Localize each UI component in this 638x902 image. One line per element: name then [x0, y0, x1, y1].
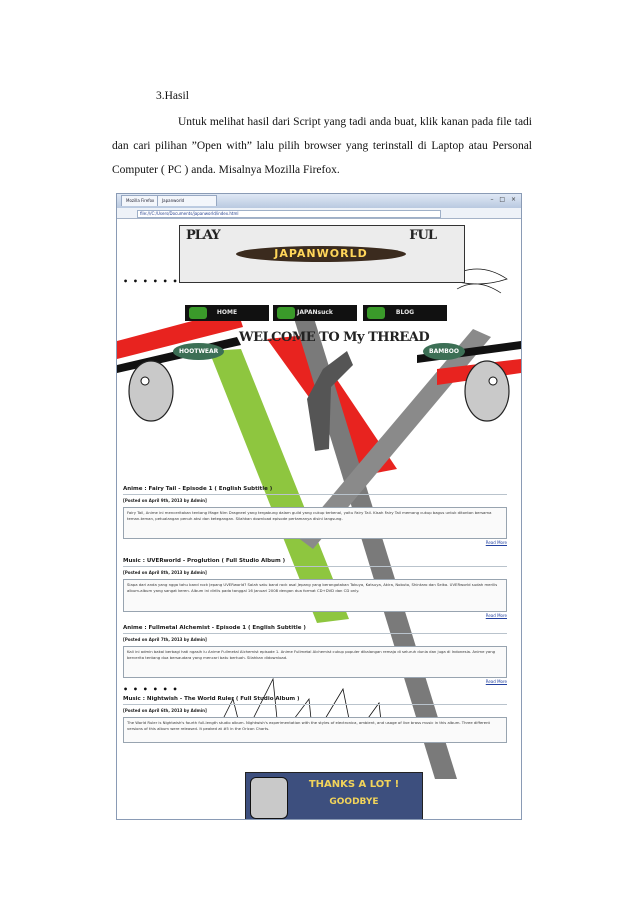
browser-screenshot	[116, 193, 522, 820]
nav-blog-label: BLOG	[395, 309, 415, 316]
read-more-link[interactable]: Read More	[485, 540, 507, 545]
post-meta: [Posted on April 7th, 2013 by Admin]	[123, 637, 207, 642]
decorative-dots: • • • • • •	[123, 685, 179, 694]
site-title: JAPANWORLD	[236, 246, 406, 262]
post-meta: [Posted on April 8th, 2013 by Admin]	[123, 570, 207, 575]
post-body: Siapa dari anda yang ngga tahu band rock Jepang UVERworld? Salah satu band rock asal Jepang yang berangotakan Takuya, Katsuya, Akira, Nobuto, Shintaro dan Seika. UVERworld sudah merilis album-album yang sangat keren. Album ini dirilis pada tanggal 16 Januari 2008 dengan dua format CD+DVD dan CD only.	[123, 579, 507, 612]
thanks-text: THANKS A LOT !	[308, 779, 400, 790]
nav-home-icon	[189, 307, 207, 319]
nav-home-button[interactable]	[185, 305, 269, 321]
post-title[interactable]: Anime : Fairy Tail - Episode 1 ( English Subtitle )	[123, 484, 507, 495]
browser-tab-active[interactable]: Japanworld	[157, 195, 217, 206]
post-body: Kali ini admin bakal berbagi hati ngasih lu Anime Fullmetal Alchemist episode 1. Anime Fullmetal Alchemist cukup populer dikalangan remaja di seluruh dunia dan juga di Indonesia. Anime yang bercerita tentang dua bersaudara yang mencari batu bertuah. Silahkan didownload.	[123, 646, 507, 678]
browser-tab[interactable]: Mozilla Firefox	[121, 195, 161, 206]
nav-japan-label: JAPANsuck	[297, 309, 333, 316]
post-item	[123, 623, 507, 686]
browser-tab-bar	[117, 194, 521, 209]
post-title[interactable]: Anime : Fullmetal Alchemist - Episode 1 ( English Subtitle )	[123, 623, 507, 634]
read-more-link[interactable]: Read More	[485, 613, 507, 618]
mascot-right-icon	[465, 361, 509, 421]
mascot-badge-icon	[250, 777, 288, 819]
decorative-dots: • • • • • •	[123, 277, 179, 286]
post-body: The World Ruler is Nightwish's fourth full-length studio album. Nightwish's experimentation with the styles of electronica, ambient, and usage of live brass music in this album. Three different versions of this album were released. It peaked at #5 in the Oricon Charts.	[123, 717, 507, 743]
goodbye-text: GOODBYE	[329, 797, 379, 807]
nav-blog-icon	[367, 307, 385, 319]
post-item	[123, 484, 507, 547]
section-heading: 3.Hasil	[156, 90, 189, 102]
address-input[interactable]: file:///C:/Users/Documents/japanworld/index.html	[137, 210, 441, 218]
welcome-heading: WELCOME TO My THREAD	[239, 330, 430, 345]
nav-japan-icon	[277, 307, 295, 319]
post-title[interactable]: Music : UVERworld - Proglution ( Full Studio Album )	[123, 556, 507, 567]
mascot-left-icon	[129, 361, 173, 421]
post-meta: [Posted on April 9th, 2013 by Admin]	[123, 498, 207, 503]
body-paragraph: Untuk melihat hasil dari Script yang tadi anda buat, klik kanan pada file tadi dan cari pilihan ”Open with” lalu pilih browser yang terinstall di Laptop atau Personal Computer ( PC ) anda. Misalnya Mozilla Firefox.	[112, 116, 532, 176]
post-title[interactable]: Music : Nightwish - The World Ruler ( Full Studio Album )	[123, 694, 507, 705]
post-item	[123, 556, 507, 620]
mascot-left-eye-icon	[141, 377, 149, 385]
post-item	[123, 694, 507, 743]
header-banner	[179, 225, 465, 283]
nav-home-label: HOME	[216, 309, 238, 316]
web-page	[117, 219, 521, 819]
sign-left-label: HOOTWEAR	[173, 343, 224, 360]
browser-address-bar	[117, 208, 521, 219]
nav-blog-button[interactable]	[363, 305, 447, 321]
thanks-banner	[245, 772, 423, 820]
post-body: Fairy Tail, Anime ini menceritakan tentang Mage Nirn Dragneel yang tergabung dalam guild yang cukup terkenal, yaitu Fairy Tail. Kisah Fairy Tail memang cukup bagus untuk ditonton bersama teman-teman, petualangan penuh aksi dan ketegangan. Silahkan download episode pertamanya disini langsung.	[123, 507, 507, 539]
mascot-right-eye-icon	[489, 377, 497, 385]
read-more-link[interactable]: Read More	[485, 679, 507, 684]
banner-play-text: PLAY	[186, 228, 220, 243]
banner-ful-text: FUL	[409, 228, 436, 243]
nav-japan-button[interactable]	[273, 305, 357, 321]
post-meta: [Posted on April 6th, 2013 by Admin]	[123, 708, 207, 713]
window-controls-icon[interactable]: – □ ×	[490, 196, 518, 203]
sign-right-label: BAMBOO	[423, 343, 465, 360]
